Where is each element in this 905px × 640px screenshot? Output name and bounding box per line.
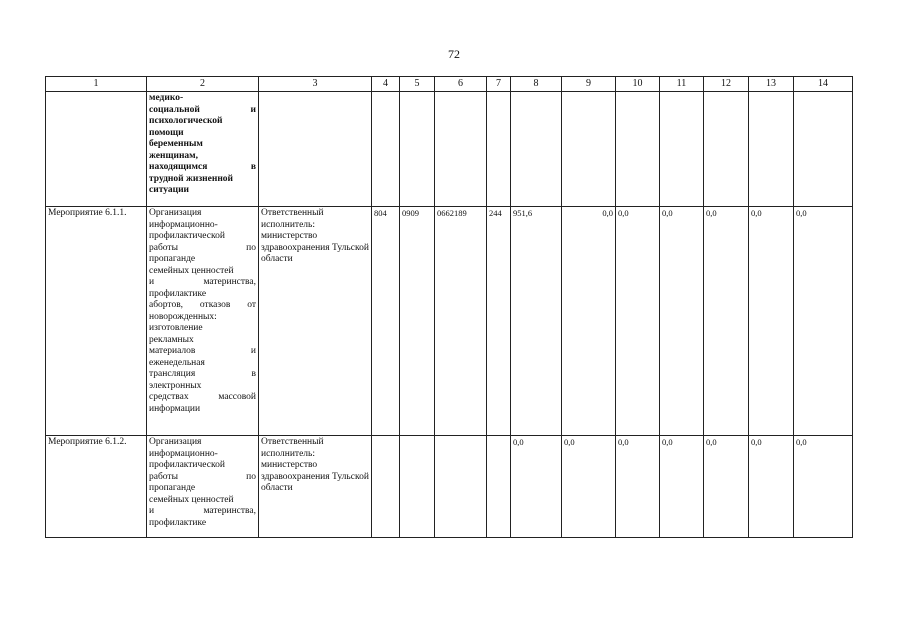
expense-type-cell: [487, 92, 511, 207]
expense-type-cell: 244: [487, 207, 511, 436]
description-line: помощи: [149, 127, 184, 138]
description-line: изготовление: [149, 323, 203, 333]
description-line: семейных ценностей: [149, 265, 234, 276]
expense-type-cell: [487, 436, 511, 538]
description-line: профилактике: [149, 517, 207, 528]
value-cell: 0,0: [616, 207, 660, 436]
description-line: информационно-: [149, 448, 218, 459]
description-line: семейных ценностей: [149, 494, 234, 505]
description-line: ситуации: [149, 185, 190, 195]
description-line: пропаганде: [149, 483, 196, 493]
description-line: психологической: [149, 116, 223, 126]
column-header: 3: [259, 77, 372, 92]
executor-cell: Ответственный исполнитель: министерство здравоохранения Тульской области: [259, 207, 372, 436]
measure-description-cell: [147, 207, 259, 436]
table-row: [46, 92, 853, 207]
description-line: находящимся в: [149, 162, 256, 172]
value-cell: [749, 92, 794, 207]
column-header: 8: [511, 77, 562, 92]
description-line: материалов и: [149, 346, 256, 356]
budget-table: [45, 76, 853, 538]
value-cell: [704, 92, 749, 207]
column-header: 4: [372, 77, 400, 92]
description-line: электронных: [149, 380, 202, 391]
value-cell: 0,0: [660, 207, 704, 436]
description-line: еженедельная: [149, 357, 205, 368]
column-header: 1: [46, 77, 147, 92]
description-line: медико-: [149, 93, 184, 103]
description-line: работы по: [149, 471, 256, 482]
description-line: профилактике: [149, 288, 207, 299]
description-line: трансляция в: [149, 369, 256, 379]
value-cell: [511, 92, 562, 207]
description-line: беременным: [149, 139, 203, 149]
section-code-cell: 0909: [400, 207, 435, 436]
value-cell: 0,0: [562, 436, 616, 538]
value-cell: 0,0: [660, 436, 704, 538]
value-cell: [562, 92, 616, 207]
grbs-code-cell: [372, 92, 400, 207]
column-header: 9: [562, 77, 616, 92]
description-line: Организация: [149, 437, 202, 447]
column-header: 2: [147, 77, 259, 92]
table-row: [46, 436, 853, 538]
description-line: и материнства,: [149, 506, 256, 516]
executor-cell: [259, 92, 372, 207]
description-line: профилактической: [149, 460, 225, 470]
column-header: 14: [794, 77, 853, 92]
description-line: и материнства,: [149, 277, 256, 287]
measure-description-cell: [147, 92, 259, 207]
target-code-cell: 0662189: [435, 207, 487, 436]
description-line: трудной жизненной: [149, 173, 234, 184]
value-cell: 951,6: [511, 207, 562, 436]
section-code-cell: [400, 436, 435, 538]
column-header: 10: [616, 77, 660, 92]
value-cell: [794, 92, 853, 207]
measure-description-cell: [147, 436, 259, 538]
description-line: социальной и: [149, 104, 256, 115]
grbs-code-cell: [372, 436, 400, 538]
column-header: 13: [749, 77, 794, 92]
page-number: 72: [448, 47, 460, 61]
table-row: [46, 207, 853, 436]
column-header: 7: [487, 77, 511, 92]
value-cell: 0,0: [749, 436, 794, 538]
description-line: Организация: [149, 208, 202, 218]
description-line: информационно-: [149, 219, 218, 230]
executor-cell: Ответственный исполнитель: министерство здравоохранения Тульской области: [259, 436, 372, 538]
description-line: профилактической: [149, 231, 225, 241]
target-code-cell: [435, 436, 487, 538]
target-code-cell: [435, 92, 487, 207]
value-cell: [616, 92, 660, 207]
description-line: информации: [149, 403, 201, 414]
value-cell: 0,0: [704, 436, 749, 538]
description-line: женщинам,: [149, 150, 199, 161]
value-cell: 0,0: [794, 207, 853, 436]
description-line: новорожденных:: [149, 311, 217, 322]
measure-code-cell: Мероприятие 6.1.2.: [46, 436, 147, 538]
value-cell: 0,0: [511, 436, 562, 538]
description-line: работы по: [149, 242, 256, 253]
value-cell: [660, 92, 704, 207]
header-row: [46, 77, 853, 92]
value-cell: 0,0: [616, 436, 660, 538]
column-header: 12: [704, 77, 749, 92]
description-line: пропаганде: [149, 254, 196, 264]
measure-code-cell: Мероприятие 6.1.1.: [46, 207, 147, 436]
description-line: рекламных: [149, 334, 194, 345]
column-header: 5: [400, 77, 435, 92]
grbs-code-cell: 804: [372, 207, 400, 436]
value-cell: 0,0: [562, 207, 616, 436]
column-header: 11: [660, 77, 704, 92]
description-line: абортов, отказов от: [149, 300, 256, 310]
value-cell: 0,0: [794, 436, 853, 538]
value-cell: 0,0: [749, 207, 794, 436]
column-header: 6: [435, 77, 487, 92]
description-line: средствах массовой: [149, 392, 256, 402]
section-code-cell: [400, 92, 435, 207]
measure-code-cell: [46, 92, 147, 207]
value-cell: 0,0: [704, 207, 749, 436]
